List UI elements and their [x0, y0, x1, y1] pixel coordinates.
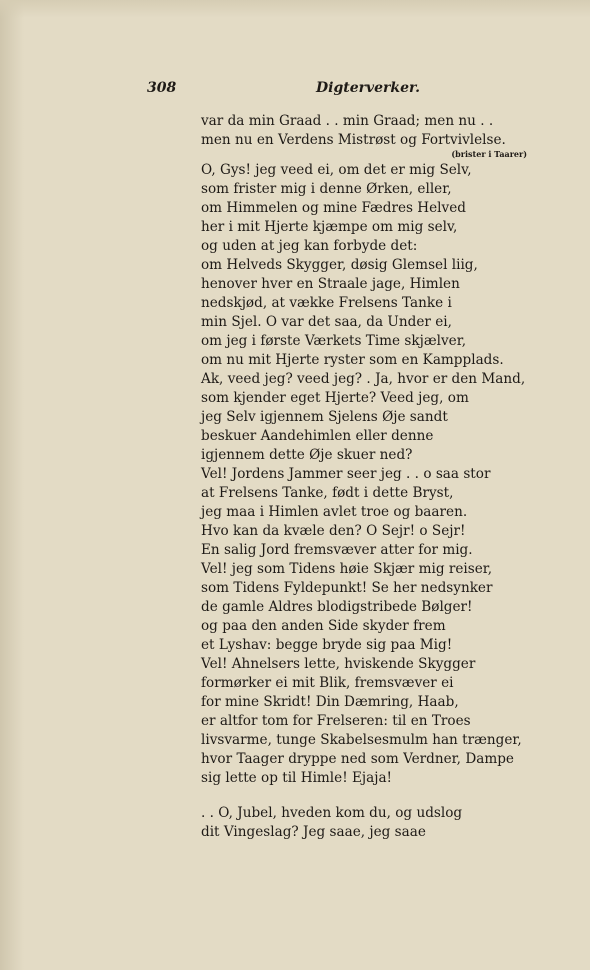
- page-number: 308: [147, 80, 177, 96]
- verse-line: igjennem dette Øje skuer ned?: [201, 447, 413, 463]
- verse-line: her i mit Hjerte kjæmpe om mig selv,: [201, 219, 458, 235]
- verse-line: om Himmelen og mine Fædres Helved: [201, 200, 466, 216]
- verse-line: hvor Taager dryppe ned som Verdner, Dampe: [201, 751, 514, 767]
- page-edge-shadow: [0, 0, 24, 970]
- verse-line: beskuer Aandehimlen eller denne: [201, 428, 434, 444]
- verse-line: En salig Jord fremsvæver atter for mig.: [201, 542, 473, 558]
- running-head: Digterverker.: [316, 80, 420, 96]
- verse-line: Vel! Jordens Jammer seer jeg . . o saa stor: [201, 466, 491, 482]
- verse-line: henover hver en Straale jage, Himlen: [201, 276, 460, 292]
- verse-line: Ak, veed jeg? veed jeg? . Ja, hvor er den Mand,: [201, 371, 526, 387]
- page-top-shadow: [0, 0, 590, 18]
- verse-line: men nu en Verdens Mistrøst og Fortvivlelse.: [201, 132, 506, 148]
- verse-line: dit Vingeslag? Jeg saae, jeg saae: [201, 824, 426, 840]
- verse-line: som Tidens Fyldepunkt! Se her nedsynker: [201, 580, 493, 596]
- verse-line: nedskjød, at vække Frelsens Tanke i: [201, 295, 452, 311]
- verse-line: og uden at jeg kan forbyde det:: [201, 238, 418, 254]
- verse-line: jeg Selv igjennem Sjelens Øje sandt: [201, 409, 448, 425]
- verse-line: O, Gys! jeg veed ei, om det er mig Selv,: [201, 162, 472, 178]
- verse-line: er altfor tom for Frelseren: til en Troes: [201, 713, 471, 729]
- verse-line: de gamle Aldres blodigstribede Bølger!: [201, 599, 473, 615]
- verse-line: Vel! jeg som Tidens høie Skjær mig reiser,: [201, 561, 493, 577]
- verse-line: Vel! Ahnelsers lette, hviskende Skygger: [201, 656, 476, 672]
- verse-line: om nu mit Hjerte ryster som en Kampplads.: [201, 352, 504, 368]
- verse-line: og paa den anden Side skyder frem: [201, 618, 446, 634]
- verse-line: som frister mig i denne Ørken, eller,: [201, 181, 452, 197]
- verse-line: om Helveds Skygger, døsig Glemsel liig,: [201, 257, 478, 273]
- verse-line: for mine Skridt! Din Dæmring, Haab,: [201, 694, 459, 710]
- verse-line: min Sjel. O var det saa, da Under ei,: [201, 314, 452, 330]
- stanza-break: [201, 788, 561, 804]
- verse-line: Hvo kan da kvæle den? O Sejr! o Sejr!: [201, 523, 466, 539]
- stage-direction: (brister i Taarer): [451, 149, 527, 159]
- verse-line: at Frelsens Tanke, født i dette Bryst,: [201, 485, 454, 501]
- verse-text: [201, 112, 561, 842]
- verse-line: som kjender eget Hjerte? Veed jeg, om: [201, 390, 469, 406]
- verse-line: var da min Graad . . min Graad; men nu . .: [201, 113, 494, 129]
- verse-line: formørker ei mit Blik, fremsvæver ei: [201, 675, 454, 691]
- verse-line: et Lyshav: begge bryde sig paa Mig!: [201, 637, 453, 653]
- verse-line: jeg maa i Himlen avlet troe og baaren.: [201, 504, 468, 520]
- verse-line: sig lette op til Himle! Ejaja!: [201, 770, 393, 786]
- verse-line: . . O, Jubel, hveden kom du, og udslog: [201, 805, 463, 821]
- verse-line: om jeg i første Værkets Time skjælver,: [201, 333, 467, 349]
- verse-line: livsvarme, tunge Skabelsesmulm han trænger,: [201, 732, 522, 748]
